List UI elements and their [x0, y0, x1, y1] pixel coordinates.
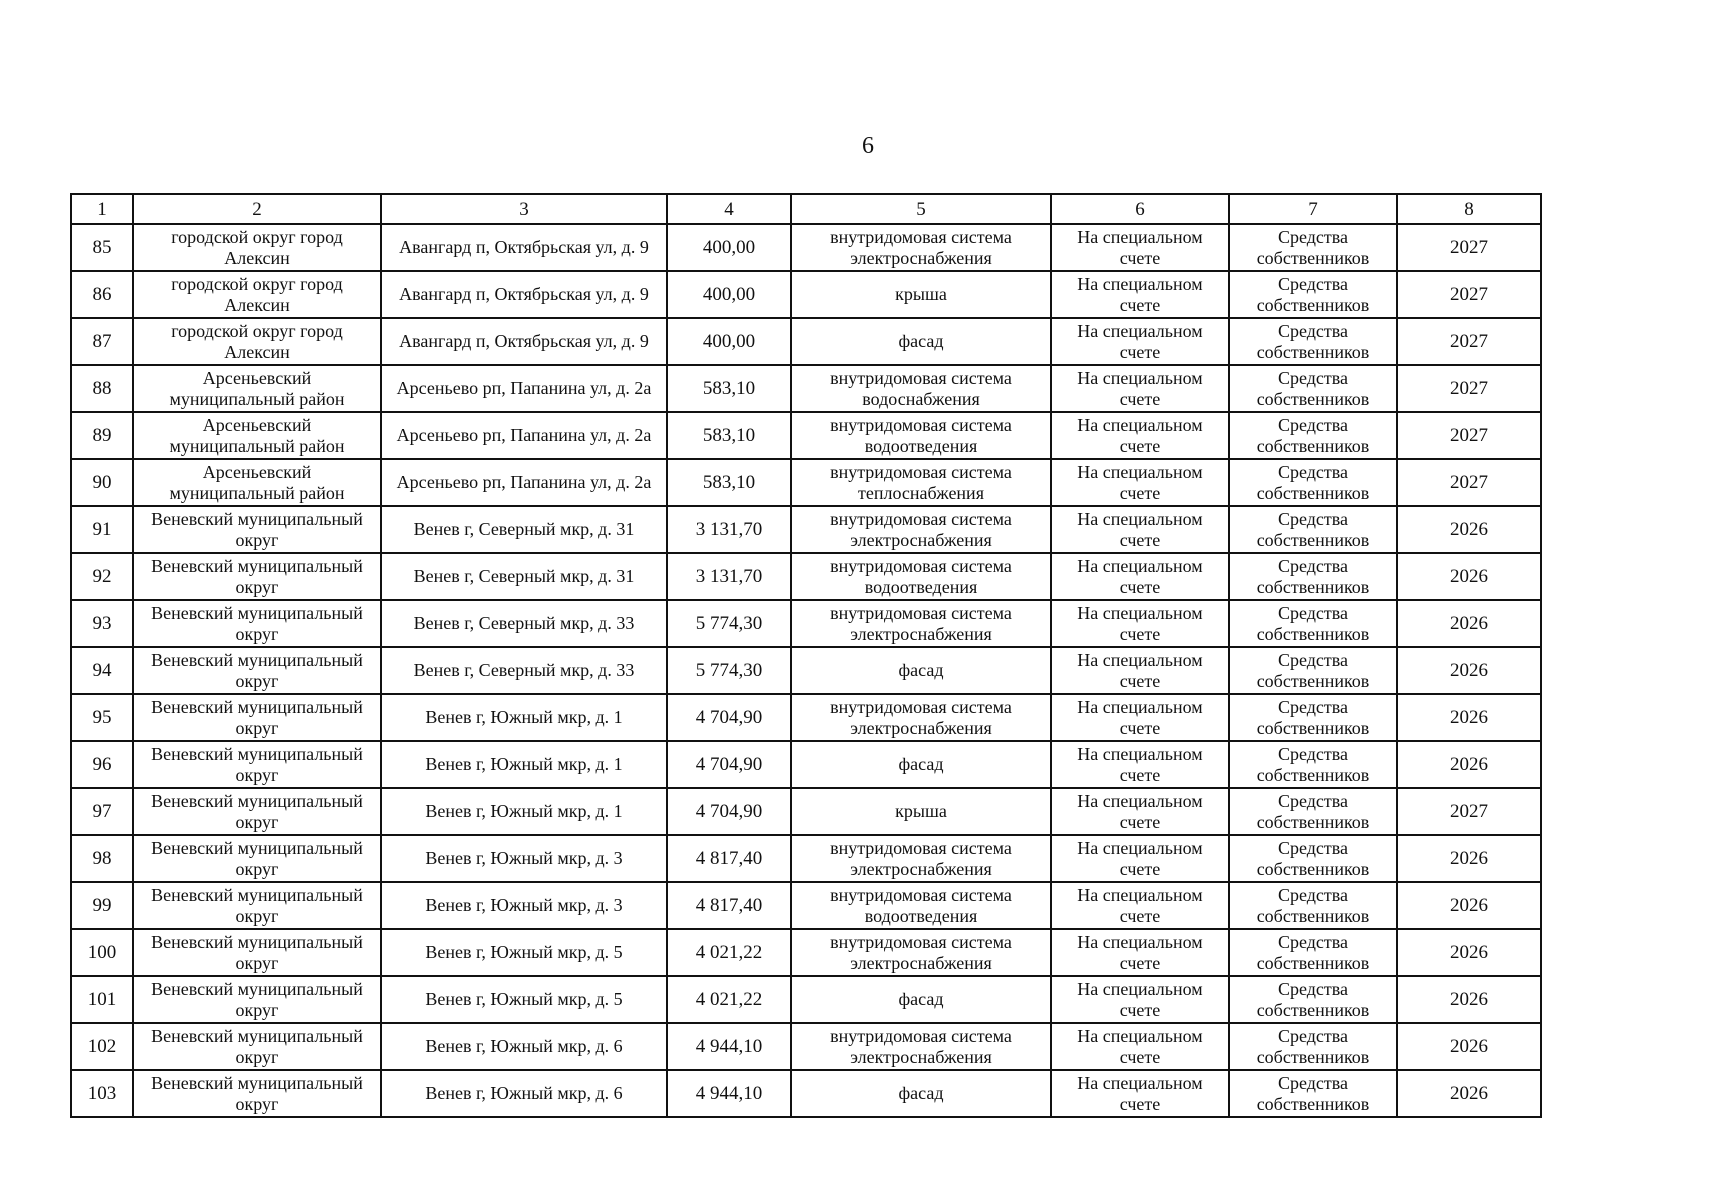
cell-funding-source: Средства собственников: [1229, 271, 1397, 318]
table-body: [71, 224, 1541, 1117]
table-row: [71, 1070, 1541, 1117]
cell-area: 400,00: [667, 224, 791, 271]
cell-address: Авангард п, Октябрьская ул, д. 9: [381, 271, 667, 318]
cell-municipality: Веневский муниципальный округ: [133, 929, 381, 976]
cell-address: Венев г, Южный мкр, д. 5: [381, 929, 667, 976]
cell-work-type: фасад: [791, 1070, 1051, 1117]
table-row: [71, 788, 1541, 835]
cell-work-type: внутридомовая система теплоснабжения: [791, 459, 1051, 506]
cell-number: 97: [71, 788, 133, 835]
register-table: [70, 193, 1542, 1118]
cell-number: 103: [71, 1070, 133, 1117]
cell-work-type: внутридомовая система водоотведения: [791, 553, 1051, 600]
cell-address: Арсеньево рп, Папанина ул, д. 2а: [381, 365, 667, 412]
table-row: [71, 412, 1541, 459]
cell-address: Венев г, Северный мкр, д. 33: [381, 600, 667, 647]
cell-address: Арсеньево рп, Папанина ул, д. 2а: [381, 459, 667, 506]
cell-municipality: Веневский муниципальный округ: [133, 600, 381, 647]
cell-municipality: Веневский муниципальный округ: [133, 835, 381, 882]
cell-work-type: фасад: [791, 318, 1051, 365]
cell-account: На специальном счете: [1051, 224, 1229, 271]
cell-funding-source: Средства собственников: [1229, 600, 1397, 647]
cell-municipality: городской округ город Алексин: [133, 224, 381, 271]
cell-number: 94: [71, 647, 133, 694]
cell-municipality: Веневский муниципальный округ: [133, 506, 381, 553]
cell-funding-source: Средства собственников: [1229, 412, 1397, 459]
cell-year: 2027: [1397, 271, 1541, 318]
cell-account: На специальном счете: [1051, 929, 1229, 976]
cell-address: Венев г, Южный мкр, д. 5: [381, 976, 667, 1023]
cell-year: 2026: [1397, 882, 1541, 929]
cell-address: Авангард п, Октябрьская ул, д. 9: [381, 224, 667, 271]
cell-area: 4 817,40: [667, 835, 791, 882]
cell-number: 86: [71, 271, 133, 318]
table-row: [71, 224, 1541, 271]
cell-municipality: городской округ город Алексин: [133, 318, 381, 365]
cell-number: 85: [71, 224, 133, 271]
cell-work-type: внутридомовая система водоснабжения: [791, 365, 1051, 412]
table-row: [71, 835, 1541, 882]
cell-funding-source: Средства собственников: [1229, 835, 1397, 882]
table-header: [71, 194, 1541, 224]
cell-year: 2026: [1397, 741, 1541, 788]
column-header-funding-source: 7: [1229, 194, 1397, 224]
cell-year: 2026: [1397, 506, 1541, 553]
cell-year: 2026: [1397, 553, 1541, 600]
cell-funding-source: Средства собственников: [1229, 929, 1397, 976]
cell-work-type: внутридомовая система электроснабжения: [791, 694, 1051, 741]
table-row: [71, 1023, 1541, 1070]
cell-funding-source: Средства собственников: [1229, 788, 1397, 835]
header-row: [71, 194, 1541, 224]
table-row: [71, 929, 1541, 976]
cell-year: 2026: [1397, 929, 1541, 976]
cell-area: 400,00: [667, 318, 791, 365]
cell-area: 4 817,40: [667, 882, 791, 929]
cell-area: 5 774,30: [667, 647, 791, 694]
cell-municipality: Веневский муниципальный округ: [133, 741, 381, 788]
cell-area: 400,00: [667, 271, 791, 318]
cell-year: 2026: [1397, 1070, 1541, 1117]
cell-work-type: внутридомовая система водоотведения: [791, 412, 1051, 459]
column-header-number: 1: [71, 194, 133, 224]
cell-work-type: крыша: [791, 271, 1051, 318]
cell-work-type: внутридомовая система электроснабжения: [791, 224, 1051, 271]
cell-area: 4 021,22: [667, 929, 791, 976]
cell-area: 583,10: [667, 412, 791, 459]
cell-area: 3 131,70: [667, 506, 791, 553]
cell-work-type: фасад: [791, 741, 1051, 788]
cell-account: На специальном счете: [1051, 600, 1229, 647]
cell-funding-source: Средства собственников: [1229, 365, 1397, 412]
page-number: 6: [862, 133, 874, 159]
cell-account: На специальном счете: [1051, 741, 1229, 788]
cell-municipality: Веневский муниципальный округ: [133, 976, 381, 1023]
cell-year: 2027: [1397, 412, 1541, 459]
cell-work-type: фасад: [791, 647, 1051, 694]
cell-account: На специальном счете: [1051, 459, 1229, 506]
cell-area: 583,10: [667, 365, 791, 412]
cell-account: На специальном счете: [1051, 365, 1229, 412]
cell-address: Венев г, Южный мкр, д. 1: [381, 788, 667, 835]
table-row: [71, 600, 1541, 647]
column-header-year: 8: [1397, 194, 1541, 224]
cell-address: Арсеньево рп, Папанина ул, д. 2а: [381, 412, 667, 459]
cell-work-type: фасад: [791, 976, 1051, 1023]
cell-area: 4 944,10: [667, 1023, 791, 1070]
cell-municipality: городской округ город Алексин: [133, 271, 381, 318]
cell-number: 87: [71, 318, 133, 365]
cell-year: 2026: [1397, 1023, 1541, 1070]
table-row: [71, 694, 1541, 741]
cell-account: На специальном счете: [1051, 271, 1229, 318]
cell-account: На специальном счете: [1051, 412, 1229, 459]
cell-year: 2027: [1397, 459, 1541, 506]
cell-address: Венев г, Южный мкр, д. 1: [381, 741, 667, 788]
cell-address: Венев г, Южный мкр, д. 1: [381, 694, 667, 741]
cell-funding-source: Средства собственников: [1229, 647, 1397, 694]
cell-account: На специальном счете: [1051, 1023, 1229, 1070]
cell-municipality: Веневский муниципальный округ: [133, 788, 381, 835]
cell-municipality: Веневский муниципальный округ: [133, 1070, 381, 1117]
cell-municipality: Веневский муниципальный округ: [133, 1023, 381, 1070]
cell-address: Венев г, Южный мкр, д. 3: [381, 835, 667, 882]
cell-year: 2027: [1397, 224, 1541, 271]
cell-municipality: Арсеньевский муниципальный район: [133, 365, 381, 412]
table-row: [71, 976, 1541, 1023]
cell-funding-source: Средства собственников: [1229, 694, 1397, 741]
cell-number: 89: [71, 412, 133, 459]
cell-area: 5 774,30: [667, 600, 791, 647]
cell-municipality: Арсеньевский муниципальный район: [133, 459, 381, 506]
cell-area: 4 021,22: [667, 976, 791, 1023]
cell-address: Венев г, Южный мкр, д. 6: [381, 1023, 667, 1070]
table-row: [71, 459, 1541, 506]
cell-address: Венев г, Южный мкр, д. 3: [381, 882, 667, 929]
column-header-area: 4: [667, 194, 791, 224]
cell-address: Венев г, Северный мкр, д. 31: [381, 553, 667, 600]
cell-work-type: внутридомовая система электроснабжения: [791, 1023, 1051, 1070]
cell-account: На специальном счете: [1051, 647, 1229, 694]
cell-account: На специальном счете: [1051, 1070, 1229, 1117]
cell-account: На специальном счете: [1051, 694, 1229, 741]
cell-work-type: внутридомовая система электроснабжения: [791, 929, 1051, 976]
cell-address: Венев г, Северный мкр, д. 33: [381, 647, 667, 694]
cell-work-type: внутридомовая система водоотведения: [791, 882, 1051, 929]
cell-funding-source: Средства собственников: [1229, 506, 1397, 553]
cell-address: Венев г, Северный мкр, д. 31: [381, 506, 667, 553]
cell-account: На специальном счете: [1051, 553, 1229, 600]
cell-funding-source: Средства собственников: [1229, 459, 1397, 506]
cell-number: 100: [71, 929, 133, 976]
cell-year: 2027: [1397, 788, 1541, 835]
column-header-address: 3: [381, 194, 667, 224]
table-row: [71, 741, 1541, 788]
cell-number: 92: [71, 553, 133, 600]
table-row: [71, 882, 1541, 929]
cell-year: 2026: [1397, 694, 1541, 741]
cell-account: На специальном счете: [1051, 318, 1229, 365]
cell-account: На специальном счете: [1051, 788, 1229, 835]
cell-number: 99: [71, 882, 133, 929]
cell-year: 2026: [1397, 976, 1541, 1023]
cell-funding-source: Средства собственников: [1229, 976, 1397, 1023]
cell-number: 102: [71, 1023, 133, 1070]
cell-year: 2026: [1397, 600, 1541, 647]
column-header-account: 6: [1051, 194, 1229, 224]
cell-work-type: внутридомовая система электроснабжения: [791, 506, 1051, 553]
cell-year: 2026: [1397, 835, 1541, 882]
cell-area: 583,10: [667, 459, 791, 506]
cell-address: Венев г, Южный мкр, д. 6: [381, 1070, 667, 1117]
cell-year: 2026: [1397, 647, 1541, 694]
cell-number: 90: [71, 459, 133, 506]
cell-address: Авангард п, Октябрьская ул, д. 9: [381, 318, 667, 365]
cell-account: На специальном счете: [1051, 882, 1229, 929]
cell-work-type: крыша: [791, 788, 1051, 835]
cell-account: На специальном счете: [1051, 976, 1229, 1023]
cell-funding-source: Средства собственников: [1229, 741, 1397, 788]
cell-account: На специальном счете: [1051, 506, 1229, 553]
cell-number: 88: [71, 365, 133, 412]
cell-funding-source: Средства собственников: [1229, 882, 1397, 929]
cell-work-type: внутридомовая система электроснабжения: [791, 835, 1051, 882]
cell-municipality: Арсеньевский муниципальный район: [133, 412, 381, 459]
cell-funding-source: Средства собственников: [1229, 318, 1397, 365]
cell-municipality: Веневский муниципальный округ: [133, 882, 381, 929]
cell-funding-source: Средства собственников: [1229, 553, 1397, 600]
table-row: [71, 553, 1541, 600]
cell-area: 4 704,90: [667, 694, 791, 741]
table-row: [71, 506, 1541, 553]
cell-number: 93: [71, 600, 133, 647]
table-row: [71, 365, 1541, 412]
cell-municipality: Веневский муниципальный округ: [133, 553, 381, 600]
column-header-work-type: 5: [791, 194, 1051, 224]
cell-number: 95: [71, 694, 133, 741]
cell-number: 96: [71, 741, 133, 788]
cell-funding-source: Средства собственников: [1229, 1023, 1397, 1070]
cell-number: 98: [71, 835, 133, 882]
table-row: [71, 271, 1541, 318]
cell-municipality: Веневский муниципальный округ: [133, 647, 381, 694]
cell-municipality: Веневский муниципальный округ: [133, 694, 381, 741]
cell-area: 4 704,90: [667, 741, 791, 788]
cell-funding-source: Средства собственников: [1229, 1070, 1397, 1117]
table-row: [71, 318, 1541, 365]
cell-area: 3 131,70: [667, 553, 791, 600]
cell-funding-source: Средства собственников: [1229, 224, 1397, 271]
column-header-municipality: 2: [133, 194, 381, 224]
cell-account: На специальном счете: [1051, 835, 1229, 882]
cell-number: 91: [71, 506, 133, 553]
table-row: [71, 647, 1541, 694]
cell-year: 2027: [1397, 318, 1541, 365]
cell-area: 4 944,10: [667, 1070, 791, 1117]
cell-number: 101: [71, 976, 133, 1023]
cell-year: 2027: [1397, 365, 1541, 412]
cell-work-type: внутридомовая система электроснабжения: [791, 600, 1051, 647]
cell-area: 4 704,90: [667, 788, 791, 835]
